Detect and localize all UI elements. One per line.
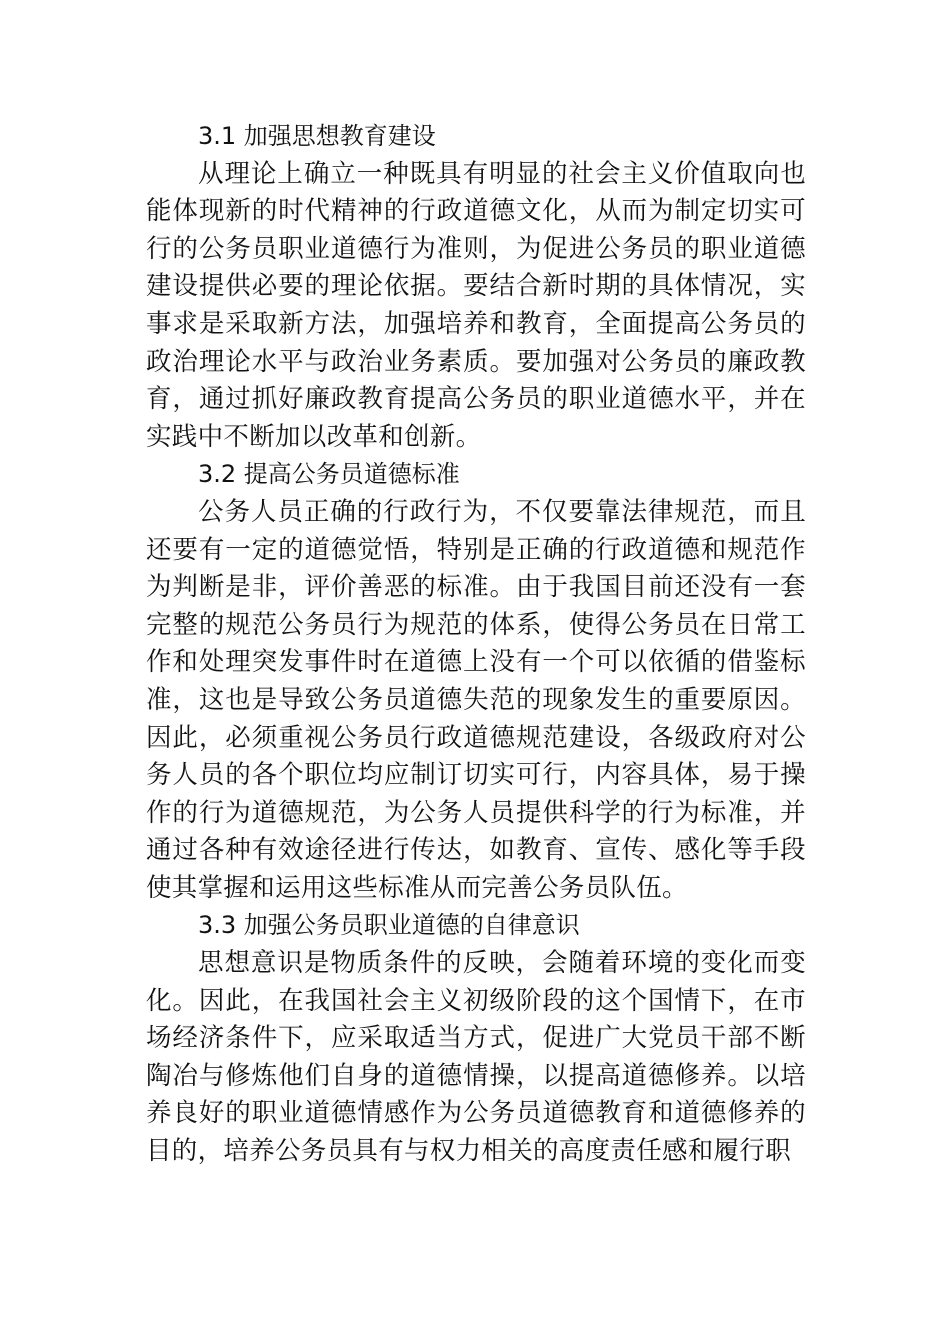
- section-heading-3-1: 3.1 加强思想教育建设: [198, 122, 436, 150]
- document-page: [146, 118, 806, 1171]
- section-paragraph-3-2: 公务人员正确的行政行为，不仅要靠法律规范，而且还要有一定的道德觉悟，特别是正确的行政道德和规范作为判断是非，评价善恶的标准。由于我国目前还没有一套完整的规范公务员行为规范的体系，使得公务员在日常工作和处理突发事件时在道德上没有一个可以依循的借鉴标准，这也是导致公务员道德失范的现象发生的重要原因。因此，必须重视公务员行政道德规范建设，各级政府对公务人员的各个职位均应制订切实可行，内容具体，易于操作的行为道德规范，为公务人员提供科学的行为标准，并通过各种有效途径进行传达，如教育、宣传、感化等手段使其掌握和运用这些标准从而完善公务员队伍。: [146, 496, 806, 903]
- section-heading-3-3: 3.3 加强公务员职业道德的自律意识: [198, 911, 580, 940]
- section-paragraph-3-3: 思想意识是物质条件的反映，会随着环境的变化而变化。因此，在我国社会主义初级阶段的这个国情下，在市场经济条件下，应采取适当方式，促进广大党员干部不断陶冶与修炼他们自身的道德情操，以提高道德修养。以培养良好的职业道德情感作为公务员道德教育和道德修养的目的，培养公务员具有与权力相关的高度责任感和履行职: [146, 948, 806, 1167]
- section-heading-3-2: 3.2 提高公务员道德标准: [198, 460, 460, 489]
- section-paragraph-3-1: 从理论上确立一种既具有明显的社会主义价值取向也能体现新的时代精神的行政道德文化，从而为制定切实可行的公务员职业道德行为准则，为促进公务员的职业道德建设提供必要的理论依据。要结合新时期的具体情况，实事求是采取新方法，加强培养和教育，全面提高公务员的政治理论水平与政治业务素质。要加强对公务员的廉政教育，通过抓好廉政教育提高公务员的职业道德水平，并在实践中不断加以改革和创新。: [146, 158, 806, 452]
